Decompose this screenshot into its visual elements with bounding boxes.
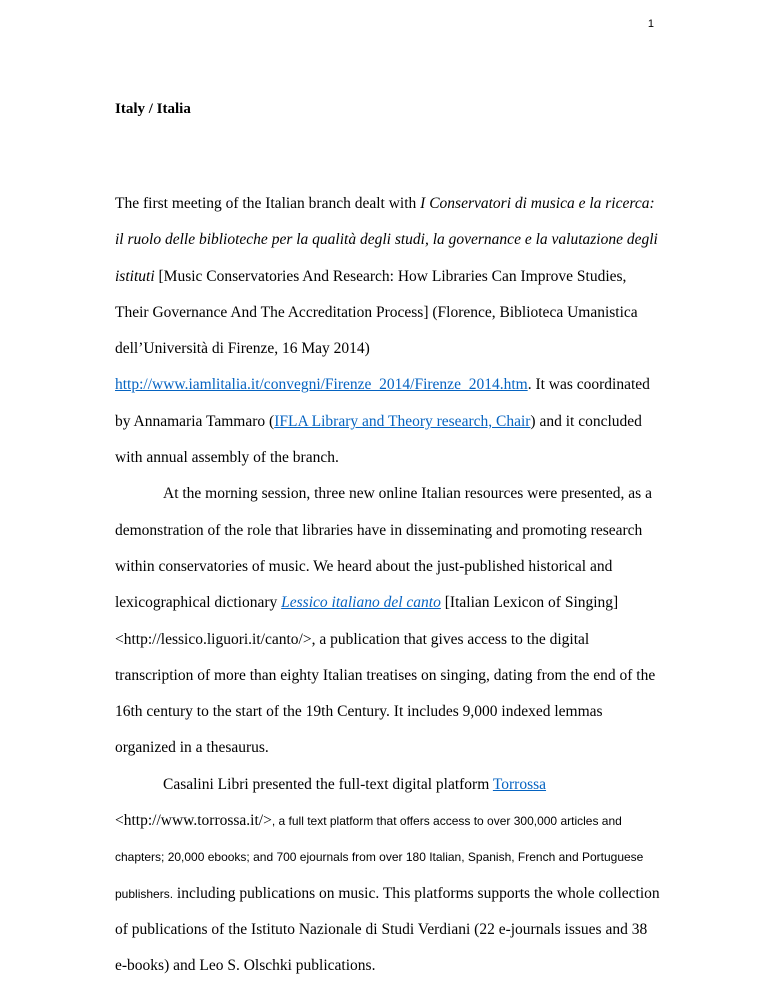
paragraph-text: The first meeting of the Italian branch dealt with: [115, 195, 421, 212]
paragraph-casalini: [115, 767, 660, 985]
ifla-link[interactable]: IFLA Library and Theory research, Chair: [274, 412, 531, 430]
paragraph-first-meeting: [115, 186, 660, 476]
page-number: 1: [647, 18, 654, 30]
paragraph-text: At the morning session, three new online Italian resources were presented, as a demonstration of the role that libraries have in disseminating and promoting research within conservatories of music. We heard about the just-published historical and lexicographical dictionary: [115, 485, 652, 612]
paragraph-text: [Italian Lexicon of Singing] <http://lessico.liguori.it/canto/>, a publication that gives access to the digital transcription of more than eighty Italian treatises on singing, dating from the end of the 16th century to the start of the 19th Century. It includes 9,000 indexed lemmas organized in a thesaurus.: [115, 594, 656, 757]
paragraph-text: Casalini Libri presented the full-text digital platform: [163, 775, 493, 793]
conference-title-italic: I Conservatori di musica e la ricerca: il ruolo delle biblioteche per la qualità degli studi, la governance e la valutazione degli istituti: [115, 195, 658, 285]
paragraph-text: <http://www.torrossa.it/>: [115, 812, 272, 830]
paragraph-morning-session: [115, 476, 660, 766]
lessico-link[interactable]: [281, 594, 441, 611]
paragraph-text: [Music Conservatories And Research: How Libraries Can Improve Studies, Their Governance And The Accreditation Process] (Florence, Biblioteca Umanistica dell’Università di Firenze, 16 May 2014): [115, 267, 638, 358]
conference-url-link[interactable]: http://www.iamlitalia.it/convegni/Firenze_2014/Firenze_2014.htm: [115, 376, 528, 394]
torrossa-link[interactable]: Torrossa: [492, 775, 547, 793]
document-title: Italy / Italia: [115, 101, 191, 117]
document-body: [115, 186, 660, 985]
lessico-link-label: Lessico italiano del canto: [281, 594, 441, 612]
paragraph-text: . It was coordinated by Annamaria Tammaro (: [115, 376, 650, 430]
paragraph-text: ) and it concluded with annual assembly of the branch.: [115, 412, 642, 467]
paragraph-text: including publications on music. This platforms supports the whole collection of publications of the Istituto Nazionale di Studi Verdiani (22 e-journals issues and 38 e-books) and Leo S. Olschki publications.: [115, 884, 660, 975]
paragraph-text-sans: , a full text platform that offers access to over 300,000 articles and chapters; 20,000 ebooks; and 700 ejournals from over 180 Italian, Spanish, French and Portuguese publishers.: [115, 814, 644, 901]
